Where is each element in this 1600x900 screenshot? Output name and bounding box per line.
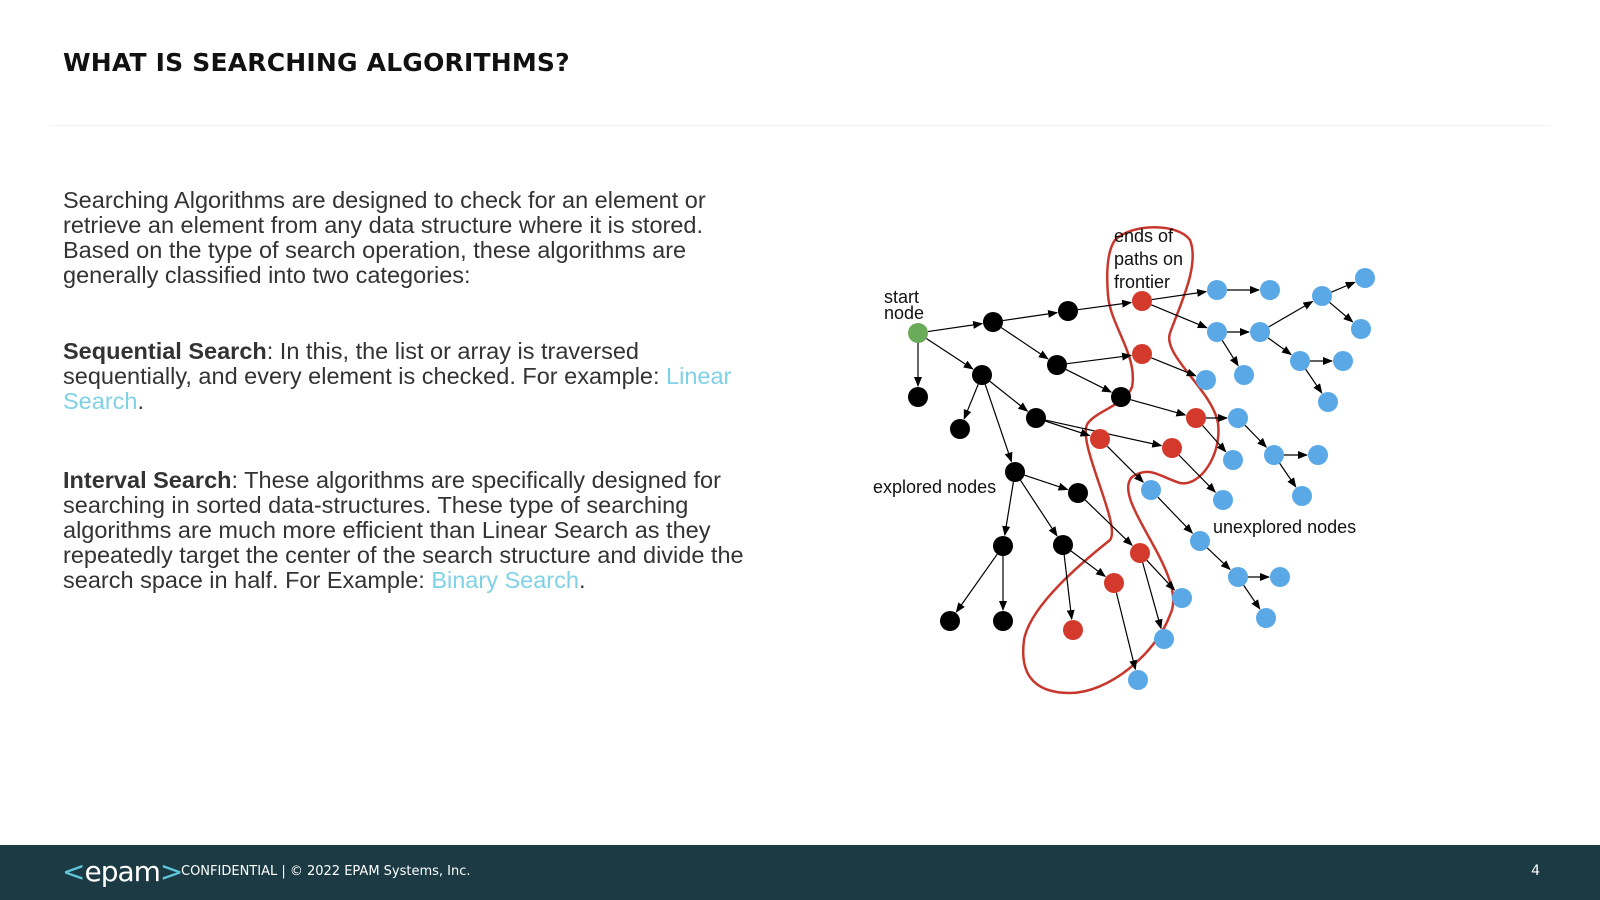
edge-arrow <box>928 324 982 332</box>
frontier-node <box>1090 429 1110 449</box>
sequential-search-text: : In this, the list or array is traversed sequentially, and every element is checked. For example: <box>63 338 667 389</box>
unexplored-node <box>1333 351 1353 371</box>
frontier-node <box>1132 291 1152 311</box>
unexplored-node <box>1308 445 1328 465</box>
edge-arrow <box>1268 338 1291 355</box>
unexplored-node <box>1292 486 1312 506</box>
edge-arrow <box>1071 551 1105 576</box>
search-frontier-diagram <box>870 215 1420 715</box>
sequential-search-term: Sequential Search <box>63 338 267 364</box>
edge-arrow <box>1107 446 1143 482</box>
unexplored-node <box>1228 408 1248 428</box>
explored-node <box>950 419 970 439</box>
edge-arrow <box>1269 302 1313 327</box>
frontier-node <box>1132 344 1152 364</box>
unexplored-node <box>1290 351 1310 371</box>
unexplored-node <box>1256 608 1276 628</box>
edge-arrow <box>1131 400 1186 415</box>
epam-logo: <epam> <box>62 855 183 888</box>
unexplored-node <box>1141 480 1161 500</box>
edge-arrow <box>1064 555 1072 619</box>
unexplored-node <box>1172 588 1192 608</box>
explored-node <box>908 387 928 407</box>
explored-node <box>993 611 1013 631</box>
edge-arrow <box>1245 425 1266 447</box>
interval-search-paragraph <box>63 468 763 593</box>
explored-node <box>993 536 1013 556</box>
unexplored-node <box>1264 445 1284 465</box>
frontier-node <box>1104 573 1124 593</box>
unexplored-node <box>1207 280 1227 300</box>
unexplored-node <box>1250 322 1270 342</box>
frontier-node <box>1186 408 1206 428</box>
edge-arrow <box>1067 355 1131 363</box>
label-frontier-line2: paths on <box>1114 249 1184 269</box>
unexplored-node <box>1260 280 1280 300</box>
sequential-search-paragraph <box>63 339 763 414</box>
footer-bar <box>0 845 1600 900</box>
edge-arrow <box>1158 497 1192 533</box>
frontier-node <box>1130 543 1150 563</box>
unexplored-node <box>1207 322 1227 342</box>
edge-arrow <box>1207 548 1230 570</box>
interval-search-period: . <box>578 567 586 593</box>
edge-arrow <box>1078 302 1131 309</box>
binary-search-link[interactable]: Binary Search <box>431 567 579 593</box>
frontier-node <box>1063 620 1083 640</box>
edge-arrow <box>1085 500 1132 545</box>
unexplored-node <box>1312 286 1332 306</box>
edge-arrow <box>1331 282 1355 292</box>
diagram-edges <box>918 282 1355 669</box>
label-unexplored-nodes: unexplored nodes <box>1213 517 1357 537</box>
edge-arrow <box>1024 475 1067 489</box>
edge-arrow <box>1005 482 1014 535</box>
interval-search-term: Interval Search <box>63 467 232 493</box>
edge-arrow <box>1203 426 1226 452</box>
explored-node <box>1068 483 1088 503</box>
explored-node <box>983 312 1003 332</box>
label-frontier-line1: ends of <box>1114 226 1174 246</box>
label-start-node-line2: node <box>884 303 925 323</box>
unexplored-node <box>1196 370 1216 390</box>
unexplored-node <box>1318 392 1338 412</box>
frontier-node <box>1162 438 1182 458</box>
label-explored-nodes: explored nodes <box>873 477 997 497</box>
footer-confidential: CONFIDENTIAL | © 2022 EPAM Systems, Inc. <box>181 864 471 879</box>
explored-node <box>1047 355 1067 375</box>
explored-node <box>1026 408 1046 428</box>
edge-arrow <box>1003 313 1057 321</box>
edge-arrow <box>1280 463 1296 487</box>
explored-node <box>1111 387 1131 407</box>
edge-arrow <box>1147 560 1175 590</box>
explored-node <box>972 365 992 385</box>
unexplored-node <box>1213 490 1233 510</box>
unexplored-node <box>1234 365 1254 385</box>
explored-node <box>1053 535 1073 555</box>
linear-search-link[interactable]: Linear Search <box>63 363 732 414</box>
edge-arrow <box>1116 593 1135 670</box>
label-frontier-line3: frontier <box>1114 272 1171 292</box>
edge-arrow <box>964 384 978 419</box>
unexplored-node <box>1190 531 1210 551</box>
interval-search-text: : These algorithms are specifically designed for searching in sorted data-structures. These type of searching algorithms are much more efficient than Linear Search as they repeatedly target the center of the search structure and divide the search space in half. For Example: <box>63 467 744 593</box>
unexplored-node <box>1228 567 1248 587</box>
edge-arrow <box>1066 369 1111 392</box>
title-divider <box>50 125 1550 126</box>
unexplored-node <box>1351 319 1371 339</box>
edge-arrow <box>1151 358 1196 376</box>
slide-title: WHAT IS SEARCHING ALGORITHMS? <box>63 48 570 77</box>
edge-arrow <box>1244 585 1260 609</box>
edge-arrow <box>990 381 1028 411</box>
unexplored-node <box>1270 567 1290 587</box>
edge-arrow <box>956 554 997 612</box>
intro-paragraph: Searching Algorithms are designed to check for an element or retrieve an element from any data structure where it is stored. Based on the type of search operation, these algorithms are generally classified into two categories: <box>63 187 706 288</box>
unexplored-node <box>1355 268 1375 288</box>
unexplored-node <box>1154 629 1174 649</box>
explored-node <box>1005 462 1025 482</box>
unexplored-node <box>1128 670 1148 690</box>
edge-arrow <box>1306 369 1322 393</box>
edge-arrow <box>1222 340 1238 365</box>
edge-arrow <box>1330 302 1353 321</box>
unexplored-node <box>1223 450 1243 470</box>
edge-arrow <box>1020 480 1056 535</box>
sequential-search-period: . <box>137 388 144 414</box>
edge-arrow <box>1001 328 1048 359</box>
start-node <box>908 323 928 343</box>
explored-node <box>1058 301 1078 321</box>
edge-arrow <box>1152 292 1206 300</box>
edge-arrow <box>1179 455 1215 492</box>
label-start-node-line1: start <box>884 287 920 307</box>
explored-node <box>940 611 960 631</box>
edge-arrow <box>926 338 972 368</box>
page-number: 4 <box>1531 863 1540 879</box>
